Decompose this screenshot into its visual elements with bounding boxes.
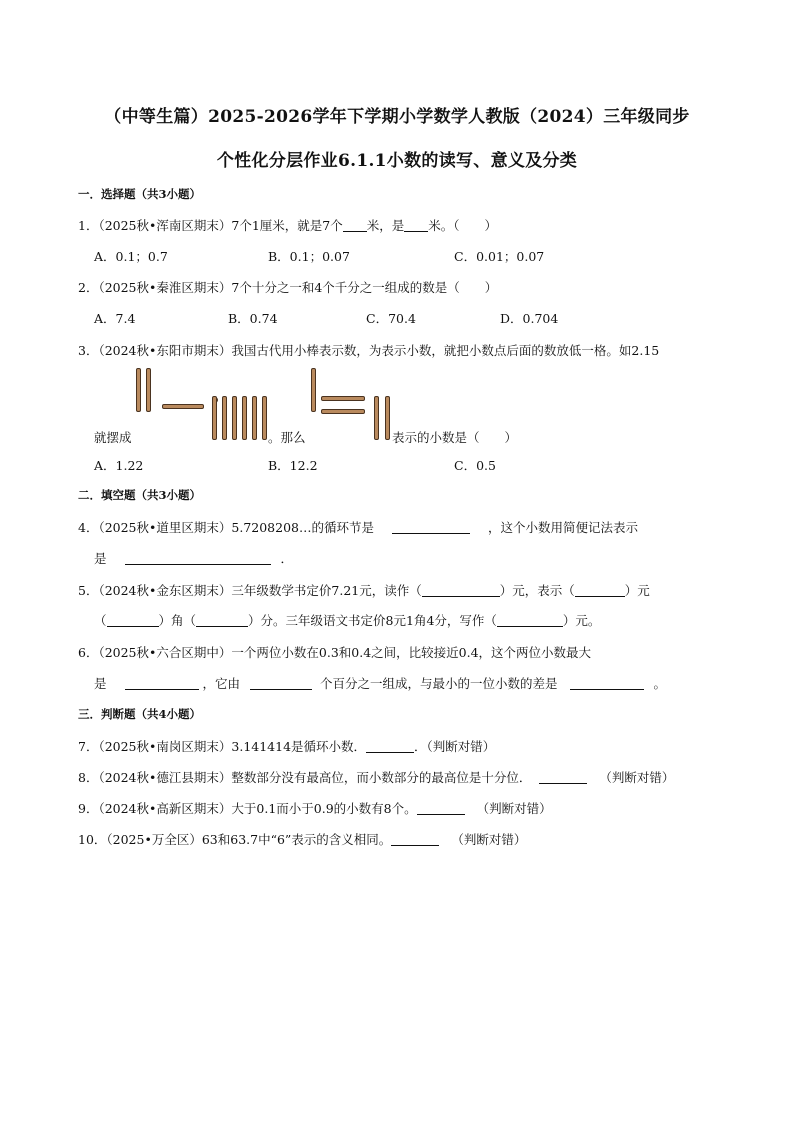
- q5-text-2c: ）分。三年级语文书定价8元1角4分，写作（: [248, 613, 497, 628]
- q10-text-b: （判断对错）: [451, 832, 527, 847]
- q8-text-b: （判断对错）: [599, 770, 675, 785]
- q5-text-2d: ）元。: [562, 613, 601, 628]
- q3-option-a[interactable]: A．1.22: [94, 458, 144, 473]
- section-judge-heading: 三．判断题（共4小题）: [78, 707, 202, 721]
- question-2: 2．（2025秋•秦淮区期末）7个十分之一和4个千分之一组成的数是（ ）: [78, 280, 498, 295]
- q5-blank-4[interactable]: [196, 613, 248, 627]
- q5-text-1a: 5．（2024秋•金东区期末）三年级数学书定价7.21元，读作（: [78, 583, 422, 598]
- q10-text-a: 10．（2025•万全区）63和63.7中“6”表示的含义相同。: [78, 832, 392, 847]
- q6-text-d: 。: [653, 676, 667, 691]
- q3-option-b[interactable]: B．12.2: [268, 458, 318, 473]
- q5-text-2a: （: [94, 613, 107, 628]
- section-choice-heading: 一．选择题（共3小题）: [78, 187, 202, 201]
- q7-text-b: ．（判断对错）: [414, 739, 496, 754]
- q6-text-b: ，它由: [202, 676, 241, 691]
- q5-text-2b: ）角（: [158, 613, 197, 628]
- q6-blank-1[interactable]: [125, 676, 199, 690]
- section-fill-heading: 二．填空题（共3小题）: [78, 488, 202, 502]
- q4-text-c: 是: [94, 551, 107, 566]
- q5-text-1b: ）元，表示（: [499, 583, 575, 598]
- question-7: [78, 737, 495, 755]
- q5-blank-3[interactable]: [107, 613, 159, 627]
- q3-text-c: 表示的小数是（ ）: [392, 430, 518, 445]
- title-line-2: 个性化分层作业6.1.1小数的读写、意义及分类: [216, 151, 578, 171]
- q1-option-c[interactable]: C．0.01；0.07: [454, 249, 545, 264]
- q3-text-b: 。那么: [268, 430, 306, 445]
- q9-text-b: （判断对错）: [476, 801, 552, 816]
- q2-option-a[interactable]: A．7.4: [94, 311, 136, 326]
- q5-blank-1[interactable]: [422, 583, 500, 597]
- question-3: 3．（2024秋•东阳市期末）我国古代用小棒表示数，为表示小数，就把小数点后面的数放低一格。如2.15: [78, 343, 660, 358]
- q3-option-c[interactable]: C．0.5: [454, 458, 496, 473]
- q5-blank-5[interactable]: [497, 613, 563, 627]
- question-1: [78, 216, 497, 234]
- q9-blank[interactable]: [417, 801, 465, 815]
- q4-blank-2[interactable]: [125, 551, 271, 565]
- q1-stem-c: 米。（ ）: [428, 218, 498, 233]
- q4-blank-1[interactable]: [392, 520, 470, 534]
- q1-option-b[interactable]: B．0.1；0.07: [268, 249, 350, 264]
- q6-text-a: 是: [94, 676, 107, 691]
- question-10: [78, 830, 526, 848]
- q6-blank-3[interactable]: [570, 676, 644, 690]
- q1-blank-1[interactable]: [343, 218, 367, 232]
- q4-text-b: ，这个小数用简便记法表示: [488, 520, 639, 535]
- question-8: [78, 768, 674, 786]
- question-6: 6．（2025秋•六合区期中）一个两位小数在0.3和0.4之间，比较接近0.4，这个两位小数最大: [78, 645, 592, 660]
- q9-text-a: 9．（2024秋•高新区期末）大于0.1而小于0.9的小数有8个。: [78, 801, 417, 816]
- q8-text-a: 8．（2024秋•德江县期末）整数部分没有最高位，而小数部分的最高位是十分位．: [78, 770, 532, 785]
- question-9: [78, 799, 552, 817]
- title-line-1: （中等生篇）2025-2026学年下学期小学数学人教版（2024）三年级同步: [104, 107, 690, 127]
- q1-blank-2[interactable]: [404, 218, 428, 232]
- q10-blank[interactable]: [391, 832, 439, 846]
- q3-text-a: 就摆成: [94, 430, 132, 445]
- question-5: [78, 581, 650, 599]
- q6-blank-2[interactable]: [250, 676, 312, 690]
- q1-stem-a: 1．（2025秋•浑南区期末）7个1厘米，就是7个: [78, 218, 343, 233]
- question-5-cont: [94, 611, 600, 629]
- q2-option-b[interactable]: B．0.74: [228, 311, 278, 326]
- q5-blank-2[interactable]: [575, 583, 625, 597]
- q1-stem-b: 米，是: [366, 218, 405, 233]
- q5-text-1c: ）元: [624, 583, 650, 598]
- q4-text-d: ．: [280, 551, 294, 566]
- question-4: [78, 518, 638, 536]
- q6-text-c: 个百分之一组成，与最小的一位小数的差是: [320, 676, 558, 691]
- q4-text-a: 4．（2025秋•道里区期末）5.7208208…的循环节是: [78, 520, 374, 535]
- question-4-cont: [94, 549, 293, 567]
- q2-option-c[interactable]: C．70.4: [366, 311, 416, 326]
- q7-blank[interactable]: [366, 739, 414, 753]
- q7-text-a: 7．（2025秋•南岗区期末）3.141414是循环小数．: [78, 739, 367, 754]
- q8-blank[interactable]: [539, 770, 587, 784]
- question-6-cont: [94, 674, 666, 692]
- q2-option-d[interactable]: D．0.704: [500, 311, 559, 326]
- q1-option-a[interactable]: A．0.1；0.7: [94, 249, 168, 264]
